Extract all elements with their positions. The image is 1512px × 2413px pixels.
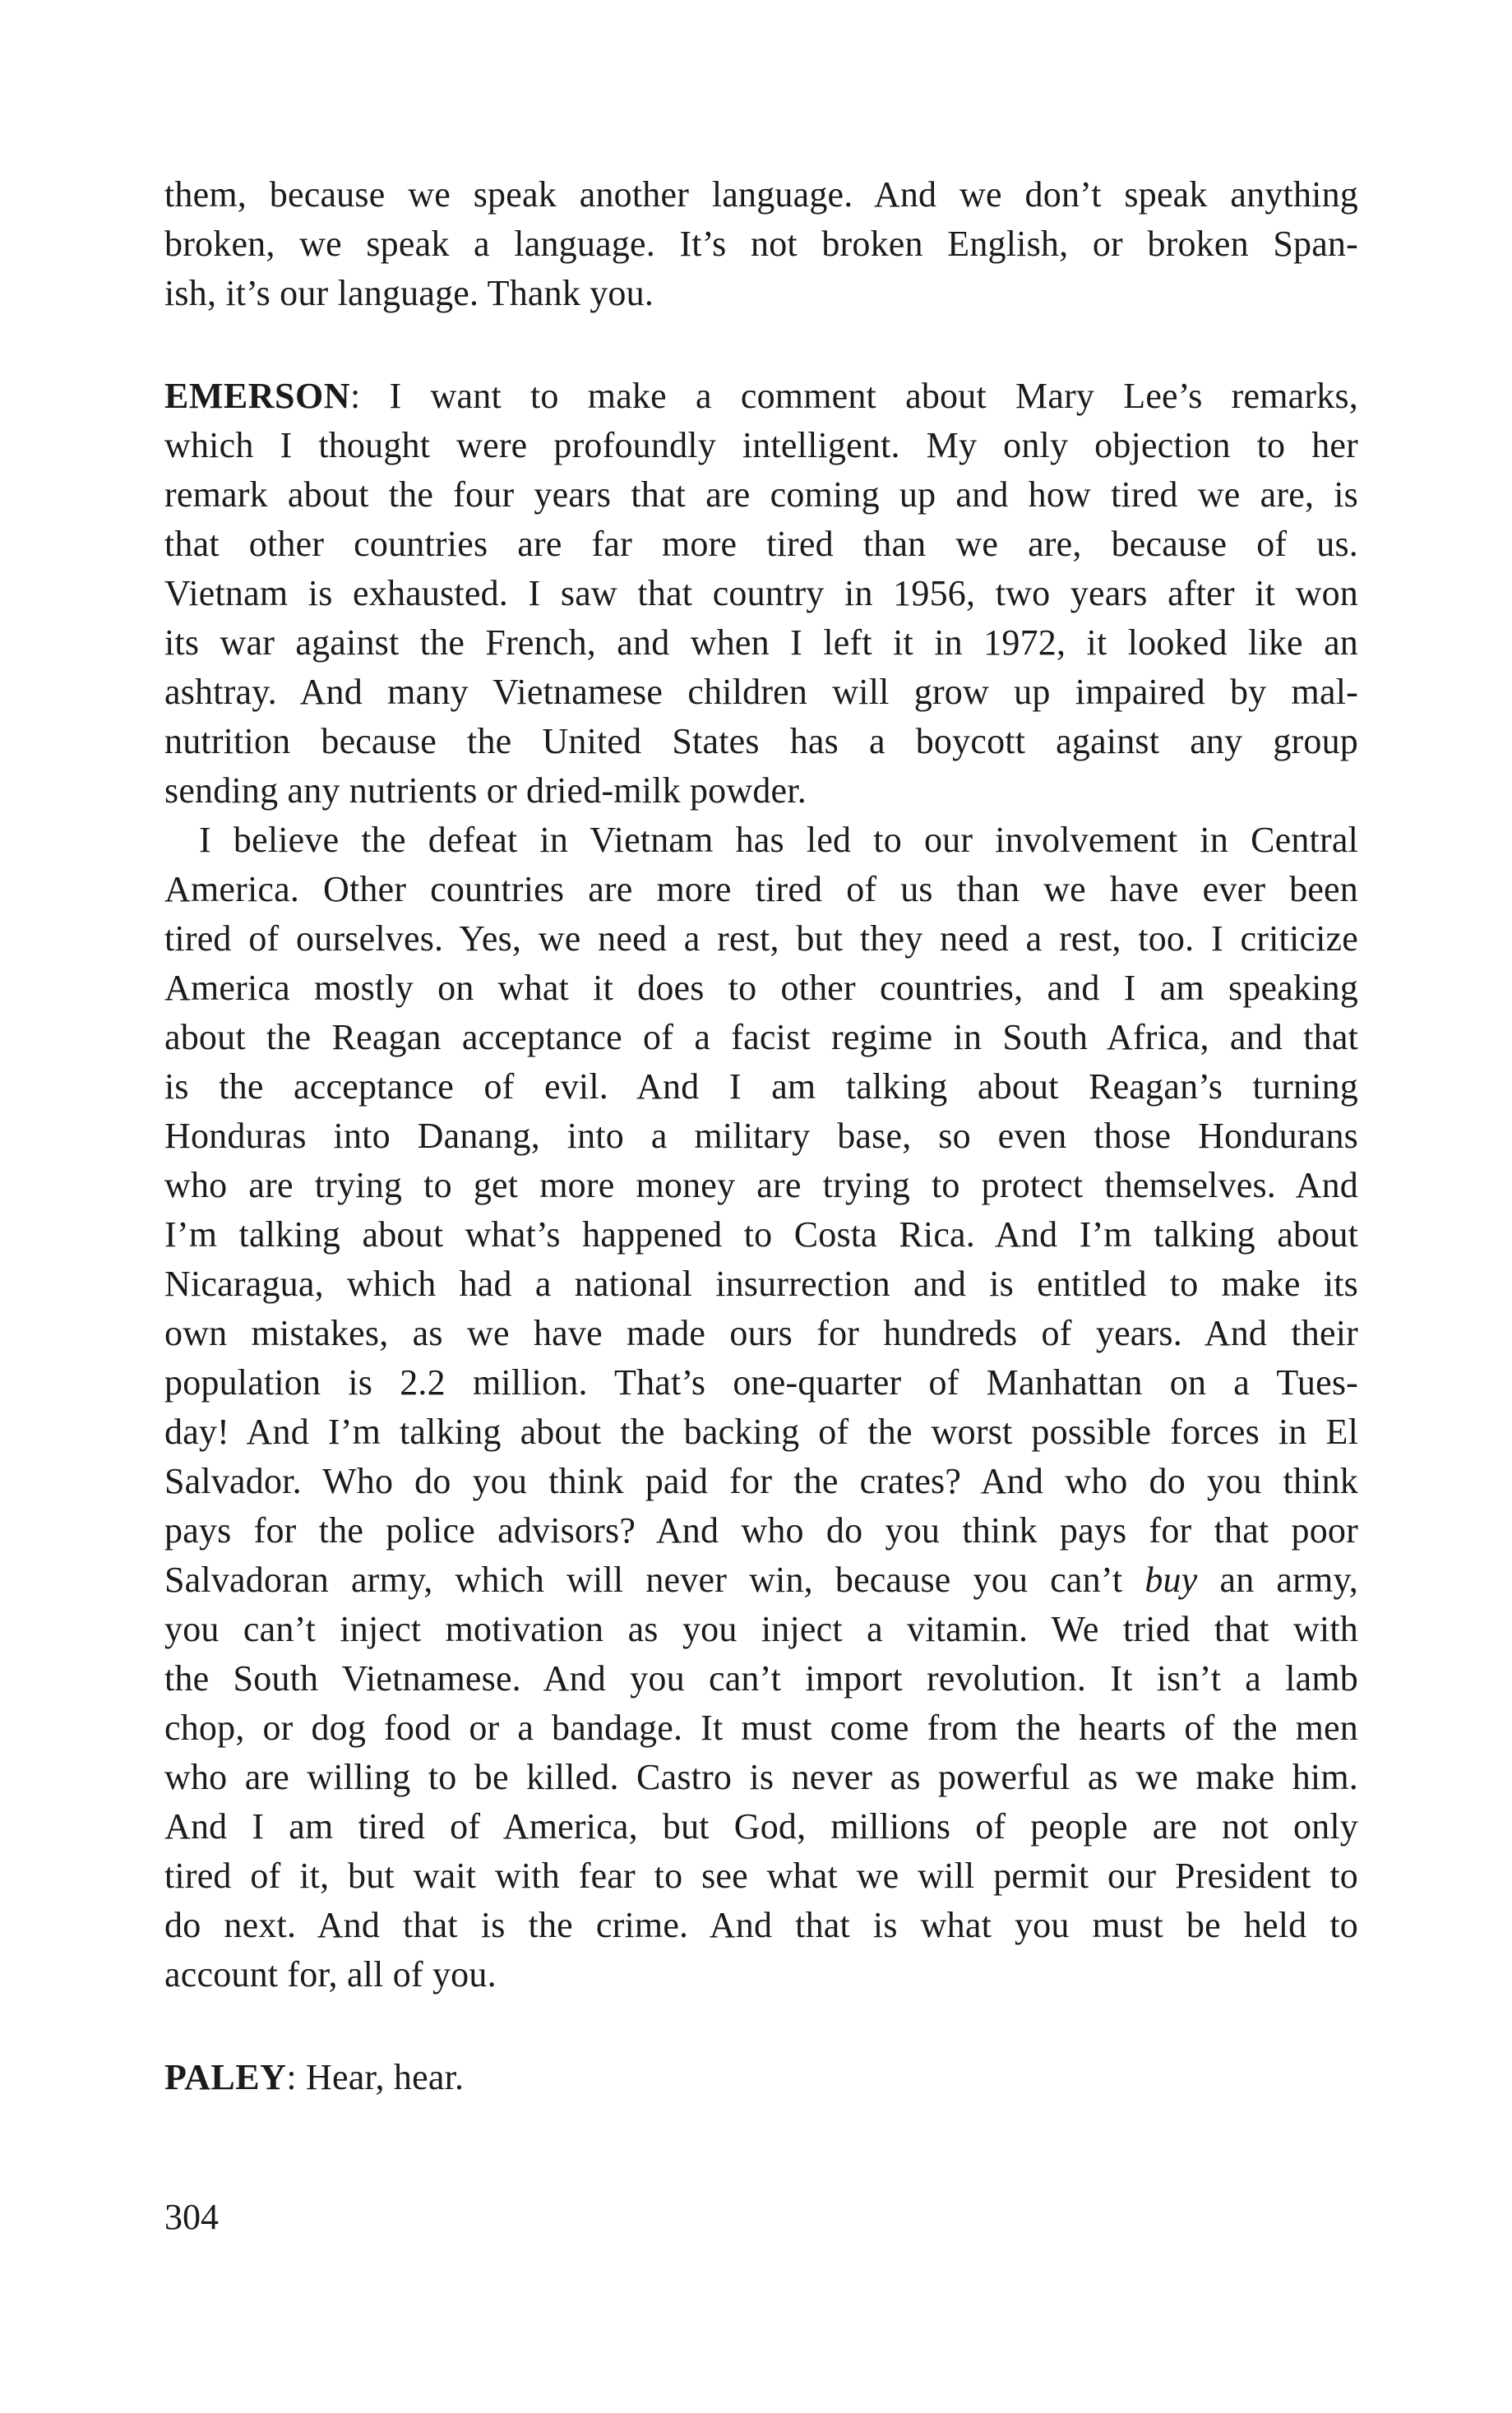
text-line: Nicaragua, which had a national insurrection and is entitled to make its [164, 1264, 1358, 1304]
text-line: chop, or dog food or a bandage. It must come from the hearts of the men [164, 1708, 1358, 1748]
text-span: Salvadoran army, which will never win, because you can’t [164, 1560, 1145, 1600]
text-line: Salvador. Who do you think paid for the crates? And who do you think [164, 1461, 1358, 1501]
text-line: population is 2.2 million. That’s one-quarter of Manhattan on a Tues- [164, 1362, 1358, 1403]
text-line: the South Vietnamese. And you can’t import revolution. It isn’t a lamb [164, 1658, 1358, 1699]
text-line: them, because we speak another language. And we don’t speak anything [164, 174, 1358, 215]
speaker-name: EMERSON [164, 376, 350, 416]
text-line: that other countries are far more tired than we are, because of us. [164, 524, 1358, 564]
text-line: you can’t inject motivation as you inject a vitamin. We tried that with [164, 1609, 1358, 1649]
speech-text: : Hear, hear. [286, 2057, 465, 2097]
text-line: Honduras into Danang, into a military base, so even those Hondurans [164, 1116, 1358, 1156]
text-line: which I thought were profoundly intelligent. My only objection to her [164, 425, 1358, 465]
speaker-name: PALEY [164, 2057, 287, 2097]
text-line: its war against the French, and when I left it in 1972, it looked like an [164, 622, 1358, 663]
text-line: do next. And that is the crime. And that is what you must be held to [164, 1905, 1358, 1945]
text-line: tired of ourselves. Yes, we need a rest, but they need a rest, too. I criticize [164, 918, 1358, 959]
text-line: America mostly on what it does to other countries, and I am speaking [164, 968, 1358, 1008]
speech-first-line [164, 2053, 1358, 2102]
page-number: 304 [164, 2197, 219, 2237]
paragraph-first-line: I believe the defeat in Vietnam has led to our involvement in Central [199, 820, 1358, 860]
text-line: I’m talking about what’s happened to Costa Rica. And I’m talking about [164, 1214, 1358, 1255]
text-line: America. Other countries are more tired of us than we have ever been [164, 869, 1358, 909]
text-line: who are trying to get more money are trying to protect themselves. And [164, 1165, 1358, 1205]
text-line: tired of it, but wait with fear to see what we will permit our President to [164, 1856, 1358, 1896]
text-line: And I am tired of America, but God, millions of people are not only [164, 1806, 1358, 1847]
text-line: broken, we speak a language. It’s not broken English, or broken Span- [164, 224, 1358, 264]
text-line: own mistakes, as we have made ours for hundreds of years. And their [164, 1313, 1358, 1353]
text-line-with-emphasis [164, 1556, 1358, 1605]
speech-first-line [164, 372, 1358, 421]
text-line: Vietnam is exhausted. I saw that country in 1956, two years after it won [164, 573, 1358, 613]
text-line: account for, all of you. [164, 1954, 497, 1995]
text-line: nutrition because the United States has a boycott against any group [164, 721, 1358, 761]
text-line: is the acceptance of evil. And I am talking about Reagan’s turning [164, 1066, 1358, 1107]
text-span: an army, [1197, 1560, 1358, 1600]
text-line: pays for the police advisors? And who do you think pays for that poor [164, 1510, 1358, 1551]
text-line: about the Reagan acceptance of a facist regime in South Africa, and that [164, 1017, 1358, 1057]
emphasized-word: buy [1144, 1560, 1198, 1600]
text-line: day! And I’m talking about the backing of the worst possible forces in El [164, 1412, 1358, 1452]
text-line: remark about the four years that are coming up and how tired we are, is [164, 474, 1358, 515]
text-line: ish, it’s our language. Thank you. [164, 273, 654, 313]
speech-text: : I want to make a comment about Mary Lee’s remarks, [349, 376, 1358, 416]
text-line: who are willing to be killed. Castro is never as powerful as we make him. [164, 1757, 1358, 1797]
text-line: ashtray. And many Vietnamese children will grow up impaired by mal- [164, 672, 1358, 712]
text-line: sending any nutrients or dried-milk powder. [164, 770, 807, 811]
